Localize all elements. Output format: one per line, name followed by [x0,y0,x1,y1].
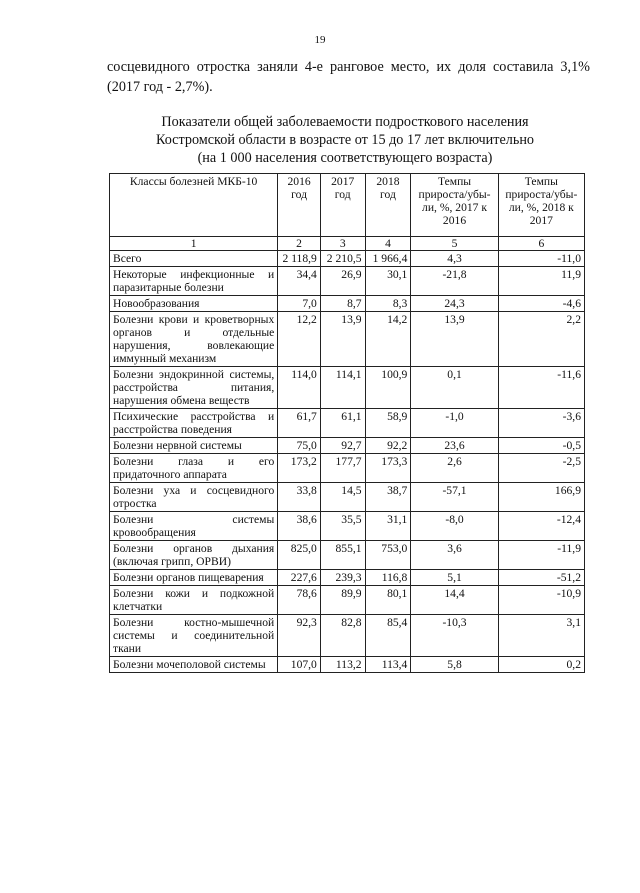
growth-2018-cell: -12,4 [498,512,584,541]
column-number: 4 [365,237,411,251]
value-2016-cell: 78,6 [278,586,321,615]
growth-2017-cell: 4,3 [411,251,498,267]
disease-class-cell: Всего [110,251,278,267]
growth-2018-cell: -11,0 [498,251,584,267]
growth-2018-cell: -0,5 [498,438,584,454]
value-2018-cell: 100,9 [365,367,411,409]
table-header-row [110,174,585,237]
value-2016-cell: 34,4 [278,267,321,296]
column-number: 1 [110,237,278,251]
header-2017: 2017 год [320,174,365,237]
table-row [110,409,585,438]
value-2018-cell: 38,7 [365,483,411,512]
growth-2017-cell: -8,0 [411,512,498,541]
growth-2018-cell: 3,1 [498,615,584,657]
value-2018-cell: 58,9 [365,409,411,438]
value-2016-cell: 7,0 [278,296,321,312]
value-2017-cell: 92,7 [320,438,365,454]
growth-2018-cell: -3,6 [498,409,584,438]
growth-2017-cell: -10,3 [411,615,498,657]
growth-2018-cell: -11,9 [498,541,584,570]
growth-2018-cell: -2,5 [498,454,584,483]
disease-class-cell: Некоторые инфекционные и паразитарные болезни [110,267,278,296]
value-2018-cell: 116,8 [365,570,411,586]
table-row [110,438,585,454]
table-body [110,251,585,673]
disease-class-cell: Болезни уха и сосцевидного отростка [110,483,278,512]
disease-class-cell: Психические расстройства и расстройства поведения [110,409,278,438]
growth-2018-cell: 0,2 [498,657,584,673]
growth-2017-cell: 0,1 [411,367,498,409]
value-2018-cell: 1 966,4 [365,251,411,267]
value-2016-cell: 114,0 [278,367,321,409]
value-2017-cell: 26,9 [320,267,365,296]
value-2018-cell: 80,1 [365,586,411,615]
value-2016-cell: 38,6 [278,512,321,541]
disease-class-cell: Болезни глаза и его придаточного аппарата [110,454,278,483]
value-2017-cell: 14,5 [320,483,365,512]
value-2016-cell: 75,0 [278,438,321,454]
disease-class-cell: Болезни органов дыхания (включая грипп, ОРВИ) [110,541,278,570]
morbidity-table [109,173,585,673]
column-number: 2 [278,237,321,251]
value-2016-cell: 825,0 [278,541,321,570]
value-2017-cell: 2 210,5 [320,251,365,267]
header-growth-2017: Темпы прироста/убы-ли, %, 2017 к 2016 [411,174,498,237]
table-row [110,454,585,483]
growth-2018-cell: 2,2 [498,312,584,367]
value-2018-cell: 92,2 [365,438,411,454]
value-2017-cell: 61,1 [320,409,365,438]
column-number: 5 [411,237,498,251]
value-2017-cell: 113,2 [320,657,365,673]
value-2017-cell: 82,8 [320,615,365,657]
growth-2017-cell: 23,6 [411,438,498,454]
table-title-line-1: Показатели общей заболеваемости подросткового населения [161,114,529,130]
page-number: 19 [314,34,326,46]
intro-line-1: сосцевидного отростка заняли 4-е ранговое место, их доля составила 3,1% [107,59,590,75]
table-row [110,657,585,673]
value-2017-cell: 114,1 [320,367,365,409]
growth-2017-cell: -57,1 [411,483,498,512]
growth-2017-cell: -1,0 [411,409,498,438]
value-2016-cell: 227,6 [278,570,321,586]
value-2016-cell: 61,7 [278,409,321,438]
disease-class-cell: Болезни органов пищеварения [110,570,278,586]
growth-2017-cell: 2,6 [411,454,498,483]
growth-2018-cell: -4,6 [498,296,584,312]
value-2018-cell: 14,2 [365,312,411,367]
growth-2017-cell: 14,4 [411,586,498,615]
value-2016-cell: 2 118,9 [278,251,321,267]
disease-class-cell: Болезни эндокринной системы, расстройства питания, нарушения обмена веществ [110,367,278,409]
disease-class-cell: Болезни кожи и подкожной клетчатки [110,586,278,615]
disease-class-cell: Болезни костно-мышечной системы и соединительной ткани [110,615,278,657]
table-title-line-3: (на 1 000 населения соответствующего возраста) [197,150,493,166]
value-2017-cell: 13,9 [320,312,365,367]
column-number: 6 [498,237,584,251]
disease-class-cell: Болезни нервной системы [110,438,278,454]
table-row [110,312,585,367]
value-2016-cell: 92,3 [278,615,321,657]
table-row [110,570,585,586]
growth-2018-cell: 11,9 [498,267,584,296]
growth-2017-cell: 13,9 [411,312,498,367]
value-2018-cell: 8,3 [365,296,411,312]
table-row [110,251,585,267]
table-row [110,267,585,296]
value-2017-cell: 89,9 [320,586,365,615]
value-2016-cell: 33,8 [278,483,321,512]
value-2017-cell: 35,5 [320,512,365,541]
disease-class-cell: Новообразования [110,296,278,312]
value-2016-cell: 107,0 [278,657,321,673]
header-growth-2018: Темпы прироста/убы-ли, %, 2018 к 2017 [498,174,584,237]
column-number: 3 [320,237,365,251]
value-2017-cell: 177,7 [320,454,365,483]
table-title-line-2: Костромской области в возрасте от 15 до 17 лет включительно [155,132,535,148]
growth-2018-cell: -10,9 [498,586,584,615]
table-row [110,615,585,657]
disease-class-cell: Болезни крови и кроветворных органов и отдельные нарушения, вовлекающие иммунный механизм [110,312,278,367]
value-2017-cell: 8,7 [320,296,365,312]
table-row [110,512,585,541]
table-row [110,541,585,570]
disease-class-cell: Болезни мочеполовой системы [110,657,278,673]
growth-2017-cell: 5,8 [411,657,498,673]
value-2018-cell: 85,4 [365,615,411,657]
growth-2018-cell: -51,2 [498,570,584,586]
growth-2018-cell: 166,9 [498,483,584,512]
header-2016: 2016 год [278,174,321,237]
table-row [110,367,585,409]
intro-line-2: (2017 год - 2,7%). [107,79,213,95]
table-title [100,113,590,167]
value-2018-cell: 113,4 [365,657,411,673]
header-disease-class: Классы болезней МКБ-10 [110,174,278,237]
value-2017-cell: 855,1 [320,541,365,570]
growth-2017-cell: 3,6 [411,541,498,570]
column-number-row [110,237,585,251]
growth-2018-cell: -11,6 [498,367,584,409]
value-2018-cell: 753,0 [365,541,411,570]
value-2018-cell: 173,3 [365,454,411,483]
value-2016-cell: 173,2 [278,454,321,483]
growth-2017-cell: -21,8 [411,267,498,296]
disease-class-cell: Болезни системы кровообращения [110,512,278,541]
value-2016-cell: 12,2 [278,312,321,367]
intro-paragraph [107,57,590,97]
value-2018-cell: 30,1 [365,267,411,296]
table-row [110,483,585,512]
growth-2017-cell: 5,1 [411,570,498,586]
growth-2017-cell: 24,3 [411,296,498,312]
value-2018-cell: 31,1 [365,512,411,541]
header-2018: 2018 год [365,174,411,237]
table-row [110,296,585,312]
value-2017-cell: 239,3 [320,570,365,586]
table-row [110,586,585,615]
